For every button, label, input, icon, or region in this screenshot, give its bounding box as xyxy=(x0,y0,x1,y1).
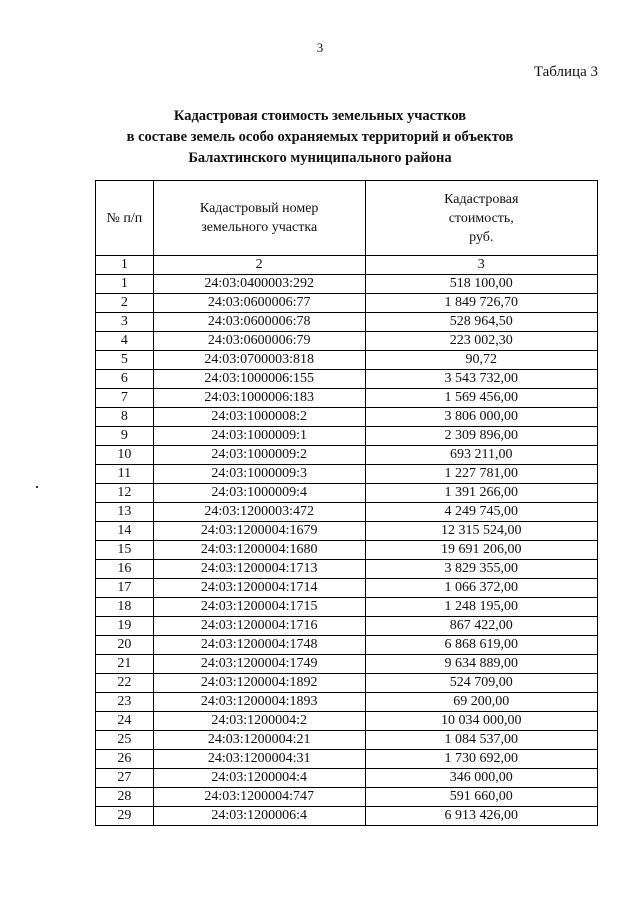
cell-row-number: 11 xyxy=(96,465,154,484)
cell-cadastral-number: 24:03:1200004:2 xyxy=(153,712,365,731)
table-row xyxy=(96,522,598,541)
table-row xyxy=(96,332,598,351)
header-cost xyxy=(365,181,597,256)
cell-cadastral-number: 24:03:1200004:1749 xyxy=(153,655,365,674)
cell-cadastral-number: 24:03:0700003:818 xyxy=(153,351,365,370)
cadastral-cost-table xyxy=(95,180,598,826)
cell-row-number: 7 xyxy=(96,389,154,408)
cell-row-number: 26 xyxy=(96,750,154,769)
table-row xyxy=(96,446,598,465)
header-line: стоимость, xyxy=(448,210,514,226)
header-line: Кадастровый номер xyxy=(199,201,319,216)
table-row xyxy=(96,788,598,807)
cell-cadastral-number: 24:03:1200004:31 xyxy=(153,750,365,769)
cell-cadastral-cost: 3 543 732,00 xyxy=(365,370,597,389)
page-number: 3 xyxy=(316,40,324,55)
cell-cadastral-number: 24:03:1200004:747 xyxy=(153,788,365,807)
cell-row-number: 10 xyxy=(96,446,154,465)
cell-cadastral-number: 24:03:0600006:77 xyxy=(153,294,365,313)
table-row xyxy=(96,427,598,446)
table-row xyxy=(96,370,598,389)
cell-cadastral-cost: 1 849 726,70 xyxy=(365,294,597,313)
cell-cadastral-cost: 1 569 456,00 xyxy=(365,389,597,408)
cell-cadastral-cost: 4 249 745,00 xyxy=(365,503,597,522)
cell-cadastral-cost: 12 315 524,00 xyxy=(365,522,597,541)
table-row xyxy=(96,655,598,674)
table-row xyxy=(96,807,598,826)
header-cadastral-number xyxy=(153,181,365,256)
cell-cadastral-number: 24:03:0600006:78 xyxy=(153,313,365,332)
cell-row-number: 27 xyxy=(96,769,154,788)
table-row xyxy=(96,579,598,598)
header-line: руб. xyxy=(469,229,494,245)
cell-cadastral-number: 24:03:1200004:1714 xyxy=(153,579,365,598)
cell-row-number: 4 xyxy=(96,332,154,351)
cell-cadastral-number: 24:03:1200004:1679 xyxy=(153,522,365,541)
cell-cadastral-cost: 693 211,00 xyxy=(365,446,597,465)
cell-cadastral-number: 24:03:1200004:1748 xyxy=(153,636,365,655)
cell-row-number: 20 xyxy=(96,636,154,655)
column-number: 3 xyxy=(365,256,597,275)
cell-row-number: 8 xyxy=(96,408,154,427)
cell-cadastral-cost: 1 066 372,00 xyxy=(365,579,597,598)
table-row xyxy=(96,617,598,636)
cell-cadastral-cost: 346 000,00 xyxy=(365,769,597,788)
cell-cadastral-cost: 2 309 896,00 xyxy=(365,427,597,446)
cell-cadastral-cost: 3 829 355,00 xyxy=(365,560,597,579)
table-row xyxy=(96,294,598,313)
cell-cadastral-number: 24:03:1000006:183 xyxy=(153,389,365,408)
cell-row-number: 19 xyxy=(96,617,154,636)
cell-row-number: 24 xyxy=(96,712,154,731)
scan-speck xyxy=(36,486,38,488)
cell-cadastral-number: 24:03:1200004:1715 xyxy=(153,598,365,617)
table-row xyxy=(96,465,598,484)
cell-cadastral-cost: 518 100,00 xyxy=(365,275,597,294)
cell-row-number: 16 xyxy=(96,560,154,579)
cell-cadastral-number: 24:03:1200006:4 xyxy=(153,807,365,826)
table-row xyxy=(96,351,598,370)
cell-cadastral-cost: 1 730 692,00 xyxy=(365,750,597,769)
title-line: Балахтинского муниципального района xyxy=(188,150,452,166)
table-row xyxy=(96,389,598,408)
cell-cadastral-number: 24:03:1200004:1892 xyxy=(153,674,365,693)
cell-row-number: 23 xyxy=(96,693,154,712)
cell-cadastral-number: 24:03:0400003:292 xyxy=(153,275,365,294)
cell-row-number: 15 xyxy=(96,541,154,560)
cell-cadastral-number: 24:03:1000006:155 xyxy=(153,370,365,389)
cell-cadastral-number: 24:03:1200004:1713 xyxy=(153,560,365,579)
table-row xyxy=(96,560,598,579)
table-row xyxy=(96,275,598,294)
cell-row-number: 17 xyxy=(96,579,154,598)
column-number-row xyxy=(96,256,598,275)
cell-cadastral-cost: 90,72 xyxy=(365,351,597,370)
table-header-row xyxy=(96,181,598,256)
cell-cadastral-number: 24:03:1200003:472 xyxy=(153,503,365,522)
cell-cadastral-cost: 223 002,30 xyxy=(365,332,597,351)
cell-cadastral-number: 24:03:1200004:21 xyxy=(153,731,365,750)
cell-cadastral-cost: 6 913 426,00 xyxy=(365,807,597,826)
table-row xyxy=(96,598,598,617)
cell-row-number: 13 xyxy=(96,503,154,522)
table-row xyxy=(96,484,598,503)
table-row xyxy=(96,313,598,332)
cell-cadastral-cost: 19 691 206,00 xyxy=(365,541,597,560)
cell-cadastral-cost: 1 227 781,00 xyxy=(365,465,597,484)
title-line: Кадастровая стоимость земельных участков xyxy=(173,108,467,124)
cell-cadastral-cost: 10 034 000,00 xyxy=(365,712,597,731)
cell-cadastral-number: 24:03:1200004:4 xyxy=(153,769,365,788)
cell-row-number: 21 xyxy=(96,655,154,674)
table-label: Таблица 3 xyxy=(533,64,598,80)
cell-cadastral-cost: 867 422,00 xyxy=(365,617,597,636)
table-row xyxy=(96,712,598,731)
cell-cadastral-number: 24:03:1000009:4 xyxy=(153,484,365,503)
cell-cadastral-number: 24:03:0600006:79 xyxy=(153,332,365,351)
cell-cadastral-cost: 1 084 537,00 xyxy=(365,731,597,750)
table-row xyxy=(96,731,598,750)
cell-cadastral-number: 24:03:1000009:2 xyxy=(153,446,365,465)
cell-cadastral-cost: 6 868 619,00 xyxy=(365,636,597,655)
column-number: 1 xyxy=(96,256,154,275)
cell-row-number: 18 xyxy=(96,598,154,617)
cell-row-number: 25 xyxy=(96,731,154,750)
cell-cadastral-cost: 1 248 195,00 xyxy=(365,598,597,617)
table-row xyxy=(96,769,598,788)
cell-row-number: 5 xyxy=(96,351,154,370)
document-title xyxy=(0,106,640,169)
table-row xyxy=(96,750,598,769)
cell-cadastral-number: 24:03:1000009:3 xyxy=(153,465,365,484)
cell-row-number: 28 xyxy=(96,788,154,807)
header-line: Кадастровая xyxy=(444,191,519,207)
cell-cadastral-cost: 3 806 000,00 xyxy=(365,408,597,427)
cell-cadastral-cost: 528 964,50 xyxy=(365,313,597,332)
header-num: № п/п xyxy=(96,181,154,256)
cell-row-number: 22 xyxy=(96,674,154,693)
cell-row-number: 3 xyxy=(96,313,154,332)
cell-row-number: 1 xyxy=(96,275,154,294)
cell-row-number: 29 xyxy=(96,807,154,826)
cell-cadastral-number: 24:03:1000008:2 xyxy=(153,408,365,427)
table-row xyxy=(96,674,598,693)
cell-row-number: 14 xyxy=(96,522,154,541)
title-line: в составе земель особо охраняемых территорий и объектов xyxy=(126,129,514,145)
cell-cadastral-number: 24:03:1200004:1680 xyxy=(153,541,365,560)
cell-cadastral-cost: 9 634 889,00 xyxy=(365,655,597,674)
cell-cadastral-cost: 524 709,00 xyxy=(365,674,597,693)
table-row xyxy=(96,636,598,655)
cell-cadastral-number: 24:03:1200004:1893 xyxy=(153,693,365,712)
table-row xyxy=(96,541,598,560)
header-line: земельного участка xyxy=(201,220,318,235)
table-row xyxy=(96,408,598,427)
cell-cadastral-cost: 69 200,00 xyxy=(365,693,597,712)
cell-cadastral-number: 24:03:1000009:1 xyxy=(153,427,365,446)
cell-cadastral-cost: 591 660,00 xyxy=(365,788,597,807)
cell-row-number: 6 xyxy=(96,370,154,389)
cell-row-number: 2 xyxy=(96,294,154,313)
table-row xyxy=(96,503,598,522)
cell-row-number: 12 xyxy=(96,484,154,503)
column-number: 2 xyxy=(153,256,365,275)
cell-row-number: 9 xyxy=(96,427,154,446)
cell-cadastral-number: 24:03:1200004:1716 xyxy=(153,617,365,636)
cell-cadastral-cost: 1 391 266,00 xyxy=(365,484,597,503)
table-row xyxy=(96,693,598,712)
table-body xyxy=(96,275,598,826)
